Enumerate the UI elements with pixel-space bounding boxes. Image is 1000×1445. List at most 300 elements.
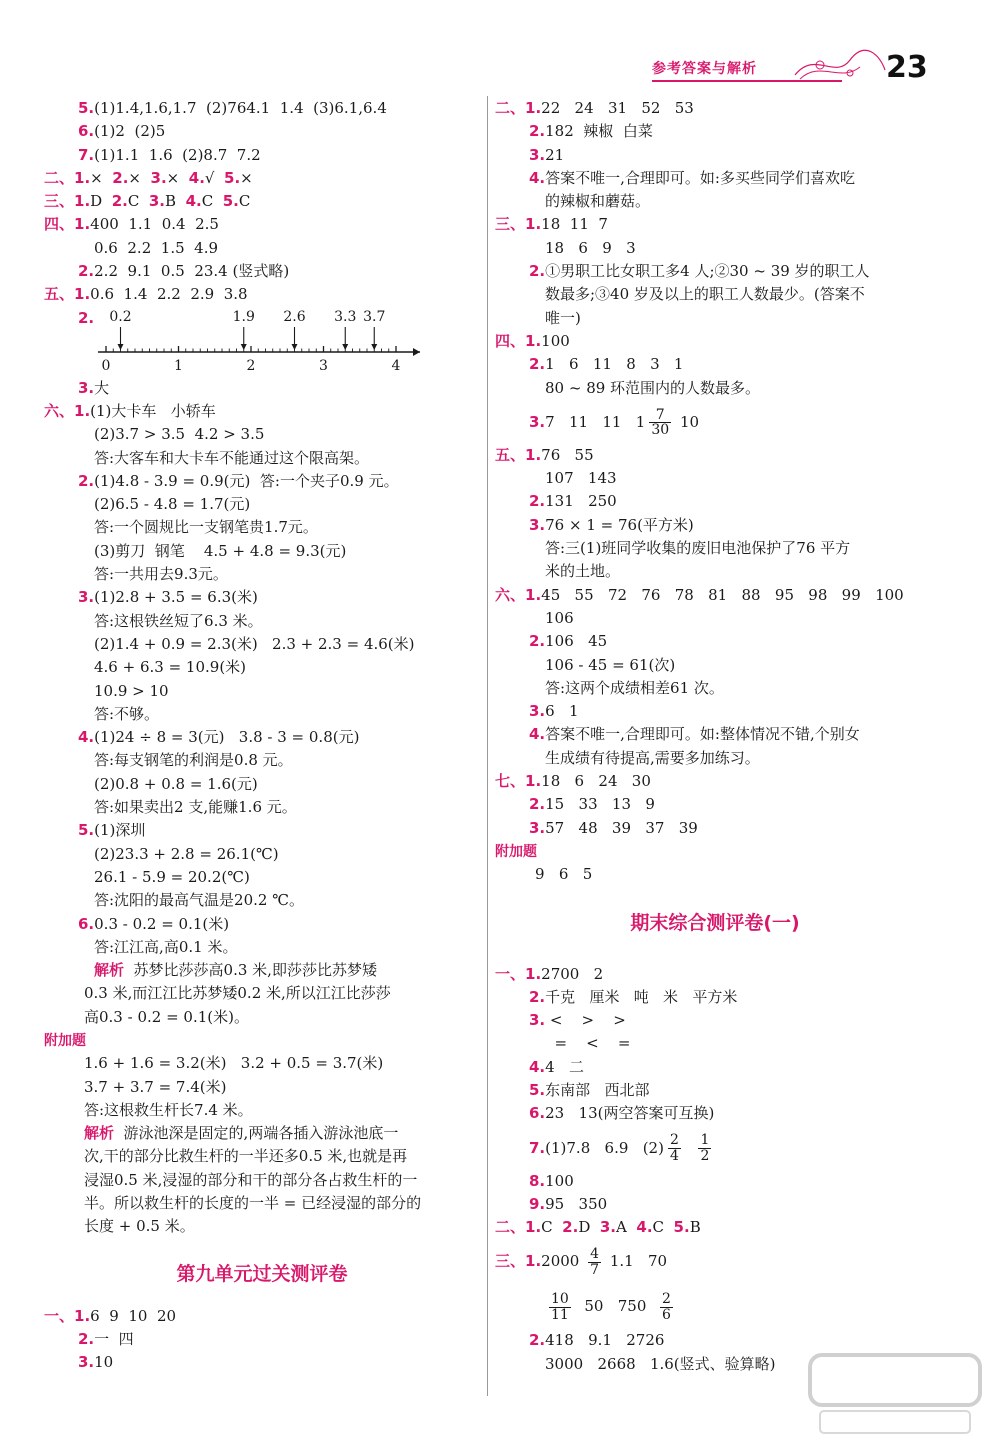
number-line-point-label: 2.6	[283, 308, 306, 325]
section-label: 六、	[44, 401, 75, 420]
answer-text: 米的土地。	[545, 562, 621, 581]
answer-text: ×	[240, 168, 253, 187]
item-number: 8.	[529, 1171, 546, 1190]
answer-text: 182 辣椒 白菜	[545, 122, 653, 141]
answer-text: 10	[94, 1353, 114, 1372]
explanation-text: 次,干的部分比救生杆的一半还多0.5 米,也就是再	[84, 1147, 408, 1166]
answer-line	[44, 1328, 480, 1351]
answer-text: 千克 厘米 吨 米 平方米	[545, 987, 738, 1006]
answer-line	[44, 633, 480, 656]
answer-line	[495, 817, 935, 840]
answer-text: 106	[545, 608, 574, 627]
answer-text: 0.6 1.4 2.2 2.9 3.8	[90, 285, 248, 304]
answer-line	[44, 1351, 480, 1374]
item-number: 2.	[529, 632, 546, 651]
explanation-line	[44, 1006, 480, 1029]
explanation-text: 长度 + 0.5 米。	[84, 1217, 195, 1236]
item-number: 3.	[78, 378, 95, 397]
fraction-denominator: 7	[590, 1261, 600, 1278]
answer-text: (3)剪刀 钢笔 4.5 + 4.8 = 9.3(元)	[94, 541, 347, 560]
answer-text: ×	[128, 168, 151, 187]
fraction-denominator: 2	[700, 1148, 710, 1165]
fraction	[698, 1133, 711, 1163]
explanation-label: 解析	[94, 961, 125, 980]
answer-line	[495, 1170, 935, 1193]
fraction-numerator: 4	[590, 1246, 600, 1263]
item-number: 4.	[529, 725, 546, 744]
item-number: 1.	[525, 585, 542, 604]
bonus-heading	[44, 1029, 480, 1052]
item-number: 3.	[529, 145, 546, 164]
item-number: 3.	[529, 412, 546, 431]
answer-text: 22 24 31 52 53	[541, 99, 694, 117]
answer-line	[44, 656, 480, 679]
answer-line	[44, 377, 480, 400]
header-title: 参考答案与解析	[652, 61, 757, 77]
answer-line	[495, 444, 935, 467]
number-line-point-label: 0.2	[109, 308, 132, 325]
answer-line	[495, 1009, 935, 1032]
item-number: 7.	[529, 1138, 546, 1157]
answer-line	[495, 1126, 935, 1170]
item-number: 5.	[222, 192, 239, 211]
answer-line	[495, 537, 935, 560]
section-label: 七、	[495, 772, 526, 791]
fraction-numerator: 10	[551, 1291, 569, 1308]
item-number: 2.	[529, 122, 546, 141]
answer-text: (1)深圳	[94, 821, 146, 840]
item-number: 2.	[529, 262, 546, 281]
answer-text: 50 750	[584, 1297, 647, 1316]
answer-text: ①男职工比女职工多4 人;②30 ~ 39 岁的职工人	[545, 262, 870, 281]
section-label: 六、	[495, 585, 526, 604]
answer-text: ×	[166, 168, 189, 187]
answer-text: ×	[90, 168, 113, 187]
answer-text: 答:江江高,高0.1 米。	[94, 937, 238, 956]
answer-line	[44, 586, 480, 609]
answer-text: D	[578, 1218, 600, 1237]
answer-line	[495, 1056, 935, 1079]
item-number: 6.	[529, 1104, 546, 1123]
answer-line	[44, 680, 480, 703]
answer-line	[44, 936, 480, 959]
number-line-tick-label: 1	[174, 357, 183, 374]
section-label: 二、	[495, 99, 526, 117]
explanation-text: 高0.3 - 0.2 = 0.1(米)。	[84, 1007, 249, 1026]
item-number: 7.	[78, 145, 95, 164]
answer-line	[44, 516, 480, 539]
item-number: 5.	[673, 1218, 690, 1237]
item-number: 4.	[529, 1057, 546, 1076]
explanation-line	[44, 1145, 480, 1168]
explanation-line	[44, 959, 480, 982]
header-underline	[652, 80, 842, 82]
answer-text: 答:大客车和大卡车不能通过这个限高架。	[94, 448, 370, 467]
answer-line	[495, 307, 935, 330]
answer-text: 45 55 72 76 78 81 88 95 98 99 100	[541, 585, 904, 604]
answer-line	[44, 889, 480, 912]
item-number: 3.	[529, 1011, 546, 1030]
answer-line	[495, 97, 935, 120]
item-number: 1.	[74, 285, 91, 304]
item-number: 9.	[529, 1194, 546, 1213]
answer-line	[44, 400, 480, 423]
answer-text: 答:沈阳的最高气温是20.2 ℃。	[94, 891, 305, 910]
answer-text: (1)4.8 - 3.9 = 0.9(元) 答:一个夹子0.9 元。	[94, 471, 399, 490]
answer-line	[44, 796, 480, 819]
answer-text: 答:一共用去9.3元。	[94, 565, 228, 584]
answer-text: 2700 2	[541, 964, 604, 983]
answer-line	[495, 700, 935, 723]
explanation-line	[44, 1122, 480, 1145]
answer-text: (2)1.4 + 0.9 = 2.3(米) 2.3 + 2.3 = 4.6(米)	[94, 634, 415, 653]
answer-text: 1.6 + 1.6 = 3.2(米) 3.2 + 0.5 = 3.7(米)	[84, 1054, 384, 1073]
number-line-arrow-tip	[292, 344, 298, 350]
section-label: 二、	[44, 168, 75, 187]
item-number: 6.	[78, 914, 95, 933]
answer-text: = < =	[545, 1034, 631, 1053]
item-number: 2.	[112, 168, 129, 187]
item-number: 5.	[78, 99, 95, 117]
section-label: 一、	[495, 964, 526, 983]
item-number: 2.	[78, 308, 95, 327]
answer-text: 10	[679, 412, 700, 431]
answer-line	[495, 723, 935, 746]
item-number: 1.	[525, 331, 542, 350]
number-line-tick-label: 0	[101, 357, 111, 374]
answer-line	[495, 747, 935, 770]
answer-text: (2)0.8 + 0.8 = 1.6(元)	[94, 774, 258, 793]
answer-text: 答:每支钢笔的利润是0.8 元。	[94, 751, 293, 770]
answer-text: 一 四	[94, 1329, 134, 1348]
explanation-line	[44, 1215, 480, 1238]
bonus-heading	[495, 840, 935, 863]
answer-text: 答:一个圆规比一支钢笔贵1.7元。	[94, 518, 318, 537]
answer-text: 21	[545, 145, 565, 164]
answer-text: 107 143	[545, 469, 617, 488]
explanation-label: 解析	[84, 1124, 115, 1143]
left-column	[44, 97, 480, 1375]
answer-text: B	[165, 192, 186, 211]
answer-line	[495, 467, 935, 490]
fraction-numerator: 1	[700, 1132, 710, 1149]
number-line-tick-label: 3	[319, 357, 328, 374]
answer-text: 106 45	[545, 632, 608, 651]
answer-text: 18 11 7	[541, 215, 608, 234]
bonus-label: 附加题	[44, 1032, 86, 1049]
item-number: 1.	[525, 964, 542, 983]
fraction-numerator: 2	[669, 1132, 679, 1149]
answer-text: 418 9.1 2726	[545, 1331, 665, 1350]
answer-text: 6 9 10 20	[90, 1306, 177, 1325]
answer-line	[495, 144, 935, 167]
answer-text: 答案不唯一,合理即可。如:整体情况不错,个别女	[545, 725, 860, 744]
item-number: 5.	[224, 168, 241, 187]
page-number: 23	[886, 50, 928, 85]
answer-line	[495, 1193, 935, 1216]
answer-line	[44, 1052, 480, 1075]
answer-line	[44, 190, 480, 213]
answer-line	[44, 493, 480, 516]
answer-text: D	[90, 192, 112, 211]
answer-line	[44, 260, 480, 283]
item-number: 5.	[78, 821, 95, 840]
answer-line	[495, 213, 935, 236]
answer-text: 3.7 + 3.7 = 7.4(米)	[84, 1077, 227, 1096]
item-number: 4.	[185, 192, 202, 211]
number-line-diagram	[44, 307, 480, 377]
bonus-label: 附加题	[495, 843, 537, 860]
answer-text: 4 二	[545, 1057, 584, 1076]
answer-line	[495, 677, 935, 700]
answer-text: (2)23.3 + 2.8 = 26.1(℃)	[94, 844, 279, 863]
fraction-denominator: 4	[669, 1148, 679, 1165]
item-number: 3.	[148, 192, 166, 211]
answer-text: 4.6 + 6.3 = 10.9(米)	[94, 658, 247, 677]
answer-line	[495, 986, 935, 1009]
explanation-line	[44, 1169, 480, 1192]
answer-text: A	[616, 1218, 637, 1237]
header-swirl-icon	[790, 45, 890, 85]
answer-text: 18 6 9 3	[545, 238, 636, 257]
section-label: 一、	[44, 1306, 75, 1325]
fraction-numerator: 7	[649, 408, 671, 424]
answer-line	[495, 1239, 935, 1283]
explanation-text: 游泳池深是固定的,两端各插入游泳池底一	[114, 1124, 399, 1143]
section-label: 三、	[495, 1252, 526, 1271]
item-number: 5.	[529, 1080, 546, 1099]
explanation-line	[44, 982, 480, 1005]
item-number: 2.	[78, 471, 95, 490]
number-line-tick-label: 2	[246, 357, 256, 374]
fraction-numerator: 2	[661, 1291, 671, 1308]
explanation-text: 0.3 米,而江江比苏梦矮0.2 米,所以江江比莎莎	[84, 984, 391, 1003]
number-line-tick-label: 4	[391, 357, 401, 374]
answer-text: 答:三(1)班同学收集的废旧电池保护了76 平方	[545, 539, 851, 558]
answer-text: 106 - 45 = 61(次)	[545, 655, 676, 674]
answer-line	[44, 1305, 480, 1328]
answer-line	[44, 1076, 480, 1099]
answer-line	[495, 630, 935, 653]
number-line-point-label: 1.9	[232, 308, 255, 325]
answer-text: 9 6 5	[535, 865, 593, 884]
fraction	[649, 408, 671, 438]
item-number: 4.	[188, 168, 205, 187]
answer-text: C	[238, 192, 251, 211]
answer-text: 数最多;③40 岁及以上的职工人数最少。(答案不	[545, 285, 865, 304]
section-label: 三、	[495, 215, 526, 234]
number-line-point-label: 3.7	[363, 308, 386, 325]
answer-line	[495, 260, 935, 283]
answer-text: 生成绩有待提高,需要多加练习。	[545, 748, 760, 767]
answer-line	[495, 1283, 935, 1329]
number-line-point-label: 3.3	[334, 308, 357, 325]
answer-text: (1)7.8 6.9 (2)	[545, 1138, 664, 1157]
item-number: 2.	[78, 262, 95, 281]
answer-line	[495, 963, 935, 986]
answer-line	[495, 1032, 935, 1055]
right-column	[495, 97, 935, 1376]
explanation-text: 苏梦比莎莎高0.3 米,即莎莎比苏梦矮	[124, 961, 377, 980]
answer-line	[44, 563, 480, 586]
answer-text: 57 48 39 37 39	[545, 818, 698, 837]
item-number: 1.	[525, 1218, 542, 1237]
answer-line	[495, 514, 935, 537]
answer-text: 唯一)	[545, 308, 581, 327]
answer-text: (1)1.1 1.6 (2)8.7 7.2	[94, 145, 261, 164]
answer-text: 100	[541, 331, 570, 350]
answer-text: 答:这两个成绩相差61 次。	[545, 678, 724, 697]
item-number: 3.	[78, 1353, 95, 1372]
answer-line	[495, 1079, 935, 1102]
answer-line	[44, 237, 480, 260]
answer-text: √	[204, 168, 225, 187]
answer-text: C	[201, 192, 223, 211]
answer-line	[495, 584, 935, 607]
answer-text: 大	[94, 378, 110, 397]
answer-line	[495, 1102, 935, 1125]
fraction	[660, 1292, 673, 1322]
section-label: 二、	[495, 1218, 526, 1237]
item-number: 3.	[150, 168, 167, 187]
answer-line	[44, 819, 480, 842]
answer-line	[44, 167, 480, 190]
item-number: 4.	[529, 168, 546, 187]
answer-text: 15 33 13 9	[545, 795, 655, 814]
item-number: 2.	[529, 355, 546, 374]
answer-text: 10.9 > 10	[94, 681, 169, 700]
answer-line	[495, 1216, 935, 1239]
section-label: 三、	[44, 192, 75, 211]
item-number: 3.	[529, 515, 546, 534]
answer-line	[495, 377, 935, 400]
answer-text: 100	[545, 1171, 574, 1190]
section-label: 四、	[44, 215, 75, 234]
answer-line	[495, 863, 935, 886]
number-line-arrow-tip	[371, 344, 377, 350]
number-line-arrow-tip	[342, 344, 348, 350]
final-test-title: 期末综合测评卷(一)	[630, 911, 800, 934]
fraction-denominator: 6	[661, 1306, 671, 1323]
answer-line	[44, 866, 480, 889]
answer-line	[495, 120, 935, 143]
item-number: 6.	[78, 122, 95, 141]
item-number: 2.	[529, 1331, 546, 1350]
answer-line	[44, 540, 480, 563]
item-number: 4.	[78, 728, 95, 747]
answer-line	[44, 213, 480, 236]
answer-text: 131 250	[545, 492, 617, 511]
answer-text: (2)6.5 - 4.8 = 1.7(元)	[94, 495, 251, 514]
watermark-logo-icon	[800, 1345, 990, 1440]
item-number: 1.	[74, 168, 91, 187]
answer-text: (1)24 ÷ 8 = 3(元) 3.8 - 3 = 0.8(元)	[94, 728, 360, 747]
answer-text: < > >	[545, 1011, 626, 1030]
fraction	[549, 1292, 571, 1322]
answer-text: C	[652, 1218, 674, 1237]
fraction-denominator: 30	[651, 422, 670, 439]
answer-line	[44, 1099, 480, 1122]
answer-line	[44, 773, 480, 796]
answer-text: 1 6 11 8 3 1	[545, 355, 684, 374]
answer-line	[495, 490, 935, 513]
explanation-text: 浸湿0.5 米,浸湿的部分和干的部分各占救生杆的一	[84, 1170, 418, 1189]
answer-text: B	[689, 1218, 701, 1237]
answer-text: 3000 2668 1.6(竖式、验算略)	[545, 1354, 776, 1373]
answer-line	[495, 330, 935, 353]
answer-line	[44, 120, 480, 143]
answer-text: 6 1	[545, 702, 579, 721]
item-number: 3.	[599, 1218, 617, 1237]
answer-text: (1)1.4,1.6,1.7 (2)764.1 1.4 (3)6.1,6.4	[94, 99, 387, 117]
answer-text: C	[127, 192, 149, 211]
answer-line	[44, 610, 480, 633]
answer-text: 26.1 - 5.9 = 20.2(℃)	[94, 867, 250, 886]
answer-line	[495, 654, 935, 677]
item-number: 1.	[525, 772, 542, 791]
item-number: 4.	[636, 1218, 653, 1237]
item-number: 2.	[78, 1329, 95, 1348]
answer-line	[495, 400, 935, 444]
item-number: 1.	[525, 99, 542, 117]
number-line-arrowhead	[413, 348, 420, 356]
unit-test-title: 第九单元过关测评卷	[176, 1262, 348, 1285]
item-number: 3.	[529, 818, 546, 837]
answer-line	[44, 913, 480, 936]
answer-text: 1.1 70	[609, 1252, 668, 1271]
fraction	[668, 1133, 681, 1163]
item-number: 3.	[78, 588, 95, 607]
answer-text: 的辣椒和蘑菇。	[545, 192, 651, 211]
item-number: 3.	[529, 702, 546, 721]
item-number: 1.	[74, 401, 91, 420]
answer-text: (2)3.7 > 3.5 4.2 > 3.5	[94, 425, 265, 444]
number-line-arrow-tip	[241, 344, 247, 350]
answer-line	[44, 97, 480, 120]
answer-text: (1)大卡车 小轿车	[90, 401, 216, 420]
item-number: 1.	[525, 215, 542, 234]
answer-text: 18 6 24 30	[541, 772, 651, 791]
answer-text: (1)2.8 + 3.5 = 6.3(米)	[94, 588, 258, 607]
item-number: 1.	[74, 1306, 91, 1325]
answer-line	[44, 144, 480, 167]
answer-line	[495, 190, 935, 213]
answer-line	[44, 749, 480, 772]
answer-line	[495, 283, 935, 306]
answer-text: 0.6 2.2 1.5 4.9	[94, 238, 219, 257]
answer-text: 23 13(两空答案可互换)	[545, 1104, 715, 1123]
explanation-line	[44, 1192, 480, 1215]
section-label: 五、	[44, 285, 75, 304]
fraction	[588, 1247, 601, 1277]
answer-text: 答:如果卖出2 支,能赚1.6 元。	[94, 798, 297, 817]
answer-line	[495, 167, 935, 190]
answer-text: 答案不唯一,合理即可。如:多买些同学们喜欢吃	[545, 168, 855, 187]
answer-line	[44, 843, 480, 866]
item-number: 1.	[525, 445, 542, 464]
answer-text: 95 350	[545, 1194, 608, 1213]
item-number: 2.	[529, 987, 546, 1006]
answer-line	[495, 560, 935, 583]
explanation-text: 半。所以救生杆的长度的一半 = 已经浸湿的部分的	[84, 1194, 422, 1213]
item-number: 2.	[529, 795, 546, 814]
answer-text: 80 ~ 89 环范围内的人数最多。	[545, 378, 761, 397]
answer-text: (1)2 (2)5	[94, 122, 166, 141]
section-label: 五、	[495, 445, 526, 464]
answer-text: 400 1.1 0.4 2.5	[90, 215, 219, 234]
answer-text: 76 × 1 = 76(平方米)	[545, 515, 694, 534]
answer-text: 7 11 11 1	[545, 412, 646, 431]
